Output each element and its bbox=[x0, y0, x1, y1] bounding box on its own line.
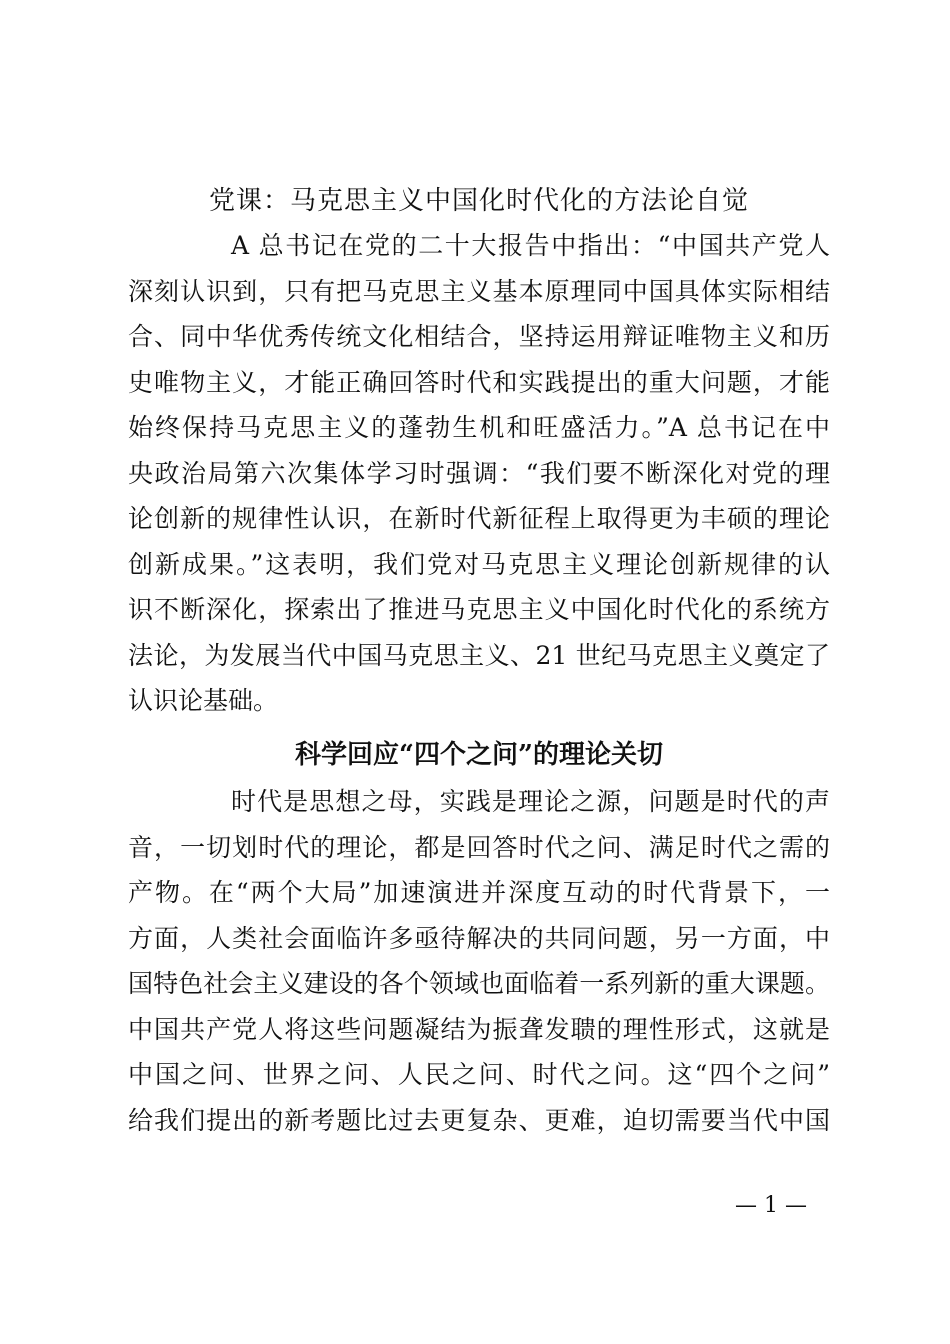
paragraph-line: 国特色社会主义建设的各个领域也面临着一系列新的重大课题。 bbox=[128, 969, 830, 998]
paragraph-line: A 总书记在党的二十大报告中指出：“中国共产党人 bbox=[231, 231, 830, 260]
paragraph-line: 产物。在“两个大局”加速演进并深度互动的时代背景下，一 bbox=[128, 878, 830, 907]
paragraph-line: 央政治局第六次集体学习时强调：“我们要不断深化对党的理 bbox=[128, 458, 830, 488]
section-heading: 科学回应“四个之问”的理论关切 bbox=[295, 740, 663, 770]
paragraph-line: 合、同中华优秀传统文化相结合，坚持运用辩证唯物主义和历 bbox=[128, 322, 830, 351]
paragraph-line: 史唯物主义，才能正确回答时代和实践提出的重大问题，才能 bbox=[128, 367, 830, 397]
page-number: — 1 — bbox=[735, 1193, 807, 1218]
paragraph-line: 方面，人类社会面临许多亟待解决的共同问题，另一方面，中 bbox=[128, 923, 830, 953]
paragraph-line: 中国之问、世界之问、人民之问、时代之问。这“四个之问” bbox=[128, 1060, 830, 1089]
paragraph-line: 中国共产党人将这些问题凝结为振聋发聩的理性形式，这就是 bbox=[128, 1014, 830, 1044]
paragraph-line: 给我们提出的新考题比过去更复杂、更难，迫切需要当代中国 bbox=[128, 1105, 830, 1135]
paragraph-line: 时代是思想之母，实践是理论之源，问题是时代的声 bbox=[231, 787, 830, 816]
paragraph-line: 始终保持马克思主义的蓬勃生机和旺盛活力。”A 总书记在中 bbox=[128, 413, 830, 442]
paragraph-line: 识不断深化，探索出了推进马克思主义中国化时代化的系统方 bbox=[128, 595, 830, 624]
paragraph-line: 论创新的规律性认识，在新时代新征程上取得更为丰硕的理论 bbox=[128, 504, 830, 533]
paragraph-line: 创新成果。”这表明，我们党对马克思主义理论创新规律的认 bbox=[128, 549, 830, 579]
document-title: 党课：马克思主义中国化时代化的方法论自觉 bbox=[208, 186, 749, 216]
paragraph-line: 深刻认识到，只有把马克思主义基本原理同中国具体实际相结 bbox=[128, 276, 830, 306]
paragraph-line: 音，一切划时代的理论，都是回答时代之问、满足时代之需的 bbox=[128, 832, 830, 862]
paragraph-line: 认识论基础。 bbox=[128, 686, 279, 715]
paragraph-1 bbox=[128, 223, 830, 724]
paragraph-line: 法论，为发展当代中国马克思主义、21 世纪马克思主义奠定了 bbox=[128, 640, 830, 670]
paragraph-2 bbox=[128, 779, 830, 1143]
